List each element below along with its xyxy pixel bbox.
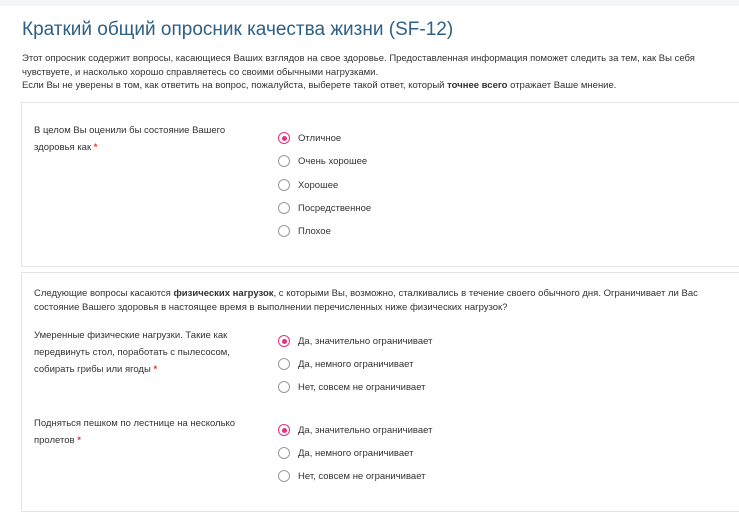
- top-bar: [0, 0, 739, 6]
- radio-button[interactable]: [278, 225, 290, 237]
- option-label: Да, значительно ограничивает: [298, 335, 433, 347]
- radio-button[interactable]: [278, 132, 290, 144]
- question-card-general-health: [21, 102, 739, 267]
- intro-paragraph-1: Этот опросник содержит вопросы, касающиеся Ваших взглядов на свое здоровье. Предоставленная информация поможет следить за тем, как Вы себя чувствуете, и насколько хорошо справляетесь со своими обычными нагрузками.: [22, 53, 695, 78]
- required-marker: *: [153, 364, 158, 375]
- radio-button[interactable]: [278, 424, 290, 436]
- radio-button[interactable]: [278, 179, 290, 191]
- option-moderate-activity-2[interactable]: [278, 381, 426, 393]
- radio-button[interactable]: [278, 335, 290, 347]
- required-marker: *: [77, 435, 81, 446]
- radio-button[interactable]: [278, 470, 290, 482]
- option-label: Плохое: [298, 225, 331, 237]
- option-stairs-2[interactable]: [278, 470, 426, 482]
- option-general-health-2[interactable]: [278, 179, 338, 191]
- intro-paragraph-2: Если Вы не уверены в том, как ответить на вопрос, пожалуйста, выберете такой ответ, который точнее всего отражает Ваше мнение.: [22, 80, 617, 91]
- radio-button[interactable]: [278, 447, 290, 459]
- option-general-health-0[interactable]: [278, 132, 341, 144]
- required-marker: *: [93, 142, 98, 153]
- option-label: Нет, совсем не ограничивает: [298, 381, 426, 393]
- option-label: Посредственное: [298, 202, 372, 214]
- question-label-general-health: В целом Вы оценили бы состояние Вашего здоровья как *: [34, 125, 226, 153]
- intro-emphasis: точнее всего: [447, 80, 508, 91]
- question-label-stairs: Подняться пешком по лестнице на несколько пролетов *: [34, 418, 236, 446]
- page-title: Краткий общий опросник качества жизни (SF-12): [22, 19, 454, 40]
- option-label: Да, значительно ограничивает: [298, 424, 433, 436]
- option-label: Хорошее: [298, 179, 339, 191]
- question-label-moderate-activity: Умеренные физические нагрузки. Такие как передвинуть стол, поработать с пылесосом, собирать грибы или ягоды *: [34, 330, 230, 375]
- option-label: Отличное: [298, 132, 342, 144]
- option-stairs-0[interactable]: [278, 424, 432, 436]
- intro-text: [22, 52, 732, 93]
- option-general-health-4[interactable]: [278, 225, 331, 237]
- option-label: Нет, совсем не ограничивает: [298, 470, 426, 482]
- option-label: Да, немного ограничивает: [298, 358, 414, 370]
- section-emphasis: физических нагрузок: [173, 288, 274, 299]
- radio-button[interactable]: [278, 358, 290, 370]
- option-moderate-activity-1[interactable]: [278, 358, 413, 370]
- question-card-physical-activity: [21, 272, 739, 512]
- option-moderate-activity-0[interactable]: [278, 335, 432, 347]
- option-general-health-1[interactable]: [278, 155, 367, 167]
- radio-button[interactable]: [278, 155, 290, 167]
- section-description: Следующие вопросы касаются физических нагрузок, с которыми Вы, возможно, сталкивались в течение своего обычного дня. Ограничивает ли Вас состояние Вашего здоровья в настоящее время в выполнении перечисленных ниже физических нагрузок?: [34, 288, 698, 313]
- option-label: Очень хорошее: [298, 155, 368, 167]
- option-stairs-1[interactable]: [278, 447, 413, 459]
- radio-button[interactable]: [278, 381, 290, 393]
- radio-button[interactable]: [278, 202, 290, 214]
- option-label: Да, немного ограничивает: [298, 447, 414, 459]
- option-general-health-3[interactable]: [278, 202, 371, 214]
